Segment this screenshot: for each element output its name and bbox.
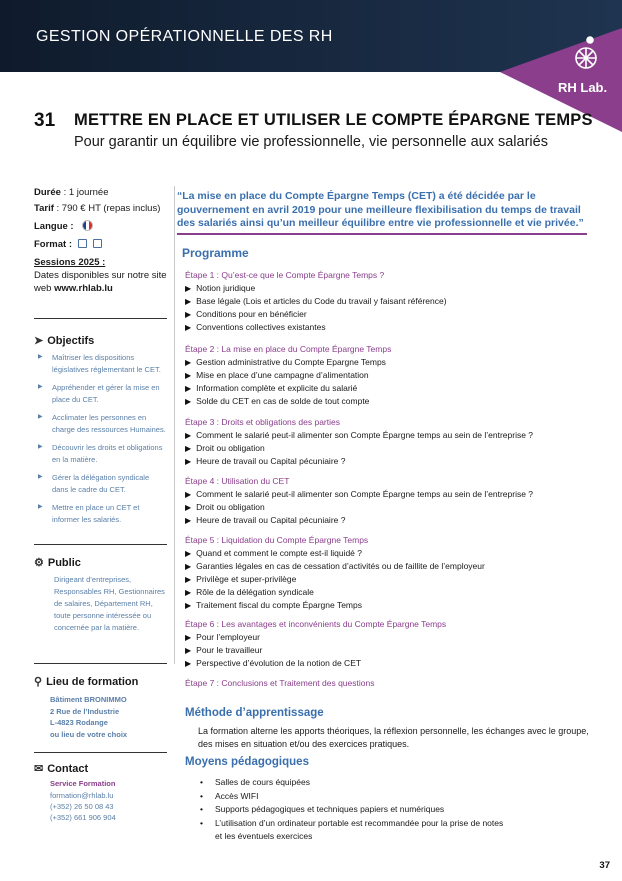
lieu-address: Bâtiment BRONIMMO 2 Rue de l’Industrie L-4823 Rodange ou lieu de votre choix: [50, 695, 128, 739]
step-title: Étape 4 : Utilisation du CET: [185, 476, 290, 486]
sidebar-divider: [34, 663, 167, 664]
list-item: • Salles de cours équipées: [202, 776, 310, 789]
remote-icon: [93, 239, 102, 248]
list-item: • L’utilisation d’un ordinateur portable est recommandée pour la prise de notes et les éventuels exercices: [202, 817, 512, 842]
public-heading: ⚙ Public: [34, 557, 81, 569]
methode-text: La formation alterne les apports théoriques, la réflexion personnelle, les échanges avec le groupe, des mises en situation et/ou des exercices pratiques.: [198, 726, 589, 749]
step-title: Étape 7 : Conclusions et Traitement des questions: [185, 678, 375, 688]
moyens-heading: Moyens pédagogiques: [185, 756, 309, 768]
tarif-row: Tarif : 790 € HT (repas inclus): [34, 203, 161, 214]
intro-quote: “La mise en place du Compte Épargne Temps (CET) a été décidée par le gouvernement en avril 2019 pour une meilleure flexibilisation du temps de travail des salariés ainsi qu’un meilleur équilibre entre vie professionnelle et vie privée.”: [177, 190, 584, 229]
contact-card-icon: ✉: [34, 763, 44, 775]
page-number: 37: [599, 860, 610, 871]
course-number: 31: [34, 110, 56, 131]
page-subtitle: Pour garantir un équilibre vie professionnelle, vie personnelle aux salariés: [74, 134, 548, 150]
step-title: Étape 2 : La mise en place du Compte Épargne Temps: [185, 344, 392, 354]
website-link[interactable]: www.rhlab.lu: [54, 283, 113, 294]
step-title: Étape 5 : Liquidation du Compte Épargne Temps: [185, 535, 369, 545]
list-item: ▶ Heure de travail ou Capital pécuniaire ?: [185, 515, 345, 525]
step-title: Étape 1 : Qu’est-ce que le Compte Épargne Temps ?: [185, 270, 385, 280]
list-item: ▶ Découvrir les droits et obligations en la matière.: [38, 442, 166, 465]
step-title: Étape 6 : Les avantages et inconvénients du Compte Épargne Temps: [185, 619, 447, 629]
sessions-text: Dates disponibles sur notre site: [34, 270, 167, 281]
quote-underline: [177, 233, 587, 235]
list-item: ▶ Pour le travailleur: [185, 645, 262, 655]
sidebar-divider: [34, 752, 167, 753]
column-separator: [174, 186, 175, 664]
list-item: ▶ Quand et comment le compte est-il liquidé ?: [185, 548, 362, 558]
list-item: ▶ Conventions collectives existantes: [185, 322, 326, 332]
list-item: ▶ Comment le salarié peut-il alimenter son Compte Épargne temps au sein de l’entreprise ?: [185, 489, 533, 499]
list-item: ▶ Perspective d’évolution de la notion de CET: [185, 658, 361, 668]
contact-phone[interactable]: (+352) 26 50 08 43: [50, 802, 114, 811]
classroom-icon: [78, 239, 87, 248]
gear-icon: ⚙: [34, 557, 44, 569]
list-item: ▶ Conditions pour en bénéficier: [185, 309, 307, 319]
list-item: ▶ Solde du CET en cas de solde de tout compte: [185, 396, 369, 406]
sidebar-divider: [34, 318, 167, 319]
methode-heading: Méthode d’apprentissage: [185, 707, 324, 719]
list-item: ▶ Acclimater les personnes en charge des ressources Humaines.: [38, 412, 166, 435]
list-item: ▶ Droit ou obligation: [185, 443, 265, 453]
section-title: GESTION OPÉRATIONNELLE DES RH: [36, 28, 333, 45]
sidebar-info: [34, 186, 167, 295]
logo-text: RH Lab.: [558, 80, 608, 95]
list-item: ▶ Droit ou obligation: [185, 502, 265, 512]
duration-row: Durée : 1 journée: [34, 187, 109, 198]
list-item: ▶ Maîtriser les dispositions législatives réglementant le CET.: [38, 352, 166, 375]
rocket-icon: ➤: [34, 335, 44, 347]
langue-row: Langue :: [34, 220, 167, 233]
list-item: • Supports pédagogiques et techniques papiers et numériques: [202, 803, 444, 816]
contact-heading: ✉ Contact: [34, 763, 89, 775]
list-item: • Accès WIFI: [202, 790, 258, 803]
contact-email[interactable]: formation@rhlab.lu: [50, 791, 114, 800]
list-item: ▶ Pour l’employeur: [185, 632, 260, 642]
sessions-label: Sessions 2025 :: [34, 257, 106, 268]
contact-details: [50, 790, 166, 823]
list-item: ▶ Heure de travail ou Capital pécuniaire ?: [185, 456, 345, 466]
list-item: ▶ Rôle de la délégation syndicale: [185, 587, 314, 597]
list-item: ▶ Notion juridique: [185, 283, 255, 293]
step-title: Étape 3 : Droits et obligations des parties: [185, 417, 340, 427]
format-row: Format :: [34, 238, 167, 251]
list-item: ▶ Traitement fiscal du compte Épargne Temps: [185, 600, 362, 610]
sessions-web: web www.rhlab.lu: [34, 283, 113, 294]
list-item: ▶ Mise en place d’une campagne d’alimentation: [185, 370, 369, 380]
location-pin-icon: ⚲: [34, 676, 43, 688]
list-item: ▶ Garanties légales en cas de cessation d’activités ou de faillite de l’employeur: [185, 561, 485, 571]
list-item: ▶ Information complète et explicite du salarié: [185, 383, 357, 393]
french-flag-icon: [82, 220, 93, 231]
list-item: ▶ Mettre en place un CET et informer les salariés.: [38, 502, 166, 525]
programme-heading: Programme: [182, 246, 249, 260]
page-title: METTRE EN PLACE ET UTILISER LE COMPTE ÉPARGNE TEMPS: [74, 111, 593, 129]
list-item: ▶ Privilège et super-privilège: [185, 574, 296, 584]
objectifs-list: [38, 352, 166, 532]
contact-service: Service Formation: [50, 779, 116, 788]
list-item: ▶ Comment le salarié peut-il alimenter son Compte Épargne temps au sein de l’entreprise ?: [185, 430, 533, 440]
list-item: ▶ Gestion administrative du Compte Epargne Temps: [185, 357, 386, 367]
public-text: Dirigeant d’entreprises, Responsables RH, Gestionnaires de salaires, Département RH, toute personne intéressée ou concernée par la matière.: [54, 575, 165, 632]
contact-mobile[interactable]: (+352) 661 906 904: [50, 813, 116, 822]
lieu-heading: ⚲ Lieu de formation: [34, 676, 139, 688]
sidebar-divider: [34, 544, 167, 545]
list-item: ▶ Gérer la délégation syndicale dans le cadre du CET.: [38, 472, 166, 495]
list-item: ▶ Appréhender et gérer la mise en place du CET.: [38, 382, 166, 405]
list-item: ▶ Base légale (Lois et articles du Code du travail y faisant référence): [185, 296, 447, 306]
objectifs-heading: ➤ Objectifs: [34, 335, 95, 347]
